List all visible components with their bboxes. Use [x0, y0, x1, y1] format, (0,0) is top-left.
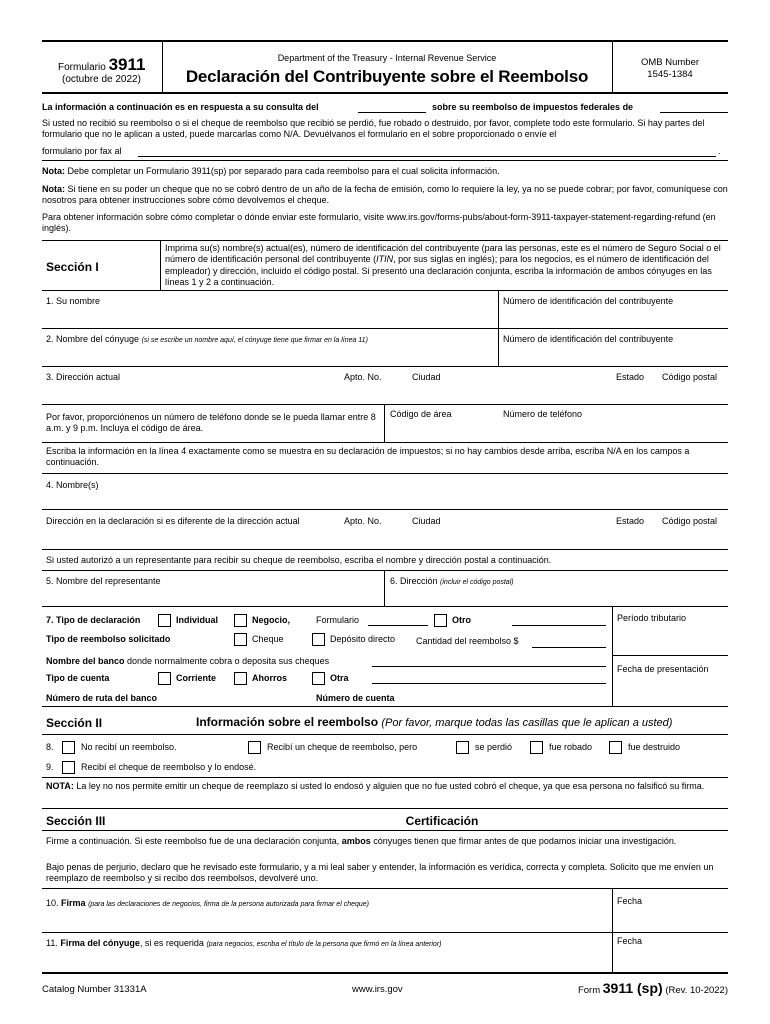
direct-deposit-checkbox[interactable] [312, 633, 325, 646]
check-checkbox[interactable] [234, 633, 247, 646]
phone-divider [384, 404, 385, 442]
destroyed-label: fue destruido [628, 742, 681, 752]
filing-date-label: Fecha de presentación [617, 664, 709, 674]
other-return-label: Otro [452, 615, 471, 625]
footer-form-number: 3911 (sp) [602, 980, 663, 996]
city-label: Ciudad [412, 372, 441, 382]
section3-top-rule [42, 808, 728, 809]
endorsed-label: Recibí el cheque de reembolso y lo endosé. [81, 762, 257, 772]
form-type-label: Formulario [316, 615, 360, 625]
footer-revision: (Rev. 10-2022) [665, 985, 728, 996]
addr-diff-label: Dirección en la declaración si es diferente de la dirección actual [46, 516, 300, 526]
not-received-label: No recibí un reembolso. [81, 742, 177, 752]
endorsed-checkbox[interactable] [62, 761, 75, 774]
zip2-label: Código postal [662, 516, 718, 526]
line2-label [46, 334, 368, 346]
not-received-checkbox[interactable] [62, 741, 75, 754]
checking-label: Corriente [176, 673, 217, 683]
fax-label: formulario por fax al [42, 146, 122, 156]
line7-label: 7. Tipo de declaración [46, 615, 141, 625]
received-check-label: Recibí un cheque de reembolso, pero [267, 742, 418, 752]
form-footer-id [578, 980, 728, 998]
other-account-label: Otra [330, 673, 349, 683]
line11-number: 11. [46, 938, 58, 948]
section2-rule [42, 734, 728, 735]
fax-number-field[interactable] [138, 156, 716, 157]
line5-rule[interactable] [42, 606, 728, 607]
area-code-label: Código de área [390, 409, 452, 419]
line11-divider [612, 932, 613, 972]
nota-1 [42, 166, 728, 177]
header-bottom-rule [42, 92, 728, 94]
section2-note-text: La ley no nos permite emitir un cheque de reemplazo si usted lo endosó y alguien que no fue usted cobró el cheque, ya que esa persona no falsificó su firma. [76, 781, 705, 791]
other-account-checkbox[interactable] [312, 672, 325, 685]
line11-rest: , si es requerida [139, 938, 204, 948]
date1-label: Fecha [617, 896, 643, 906]
nota-1-label: Nota: [42, 166, 65, 176]
section2-heading-note: (Por favor, marque todas las casillas que le aplican a usted) [381, 717, 673, 729]
refund-year-field[interactable] [660, 112, 728, 113]
refund-amount-field[interactable] [532, 647, 606, 648]
form-type-field[interactable] [368, 625, 428, 626]
period-divider [612, 606, 613, 706]
line4-instr-rule [42, 473, 728, 474]
individual-label: Individual [176, 615, 219, 625]
line4-rule[interactable] [42, 509, 728, 510]
period-rule[interactable] [612, 655, 728, 656]
savings-checkbox[interactable] [234, 672, 247, 685]
line9-rule [42, 777, 728, 778]
phone-rule[interactable] [42, 442, 728, 443]
phone-number-label: Número de teléfono [503, 409, 583, 419]
line4-instructions: Escriba la información en la línea 4 exactamente como se muestra en su declaración de impuestos; si no hay cambios desde arriba, escriba N/A en los campos a continuación. [46, 446, 690, 468]
line1-divider [498, 290, 499, 328]
other-return-checkbox[interactable] [434, 614, 447, 627]
business-label: Negocio, [252, 615, 291, 625]
section1-instr-b: , por sus siglas en inglés); para los negocios, es el número de identificación del empleador) y dirección, incluido el código postal. Si presentó una declaración conjunta, escriba la información de ambos cónyuges en las líneas 1 y 2 a continuación. [165, 254, 712, 287]
fax-period: . [718, 146, 721, 156]
nota-2-text: Si tiene en su poder un cheque que no se cobró dentro de un año de la fecha de emisión, como lo requiere la ley, ya no se puede cobrar; por favor, comuníquese con nosotros para obtener instrucciones sobre cómo devolvemos el cheque. [42, 184, 728, 206]
line2-rule[interactable] [42, 366, 728, 367]
agency: Department of the Treasury - Internal Revenue Service [277, 53, 497, 63]
check-label: Cheque [252, 634, 284, 644]
checking-checkbox[interactable] [158, 672, 171, 685]
tin1-label: Número de identificación del contribuyente [503, 296, 674, 306]
line3-rule[interactable] [42, 404, 728, 405]
savings-label: Ahorros [252, 673, 288, 683]
top-rule [42, 40, 728, 42]
section3-rule [42, 830, 728, 831]
line2-divider [498, 328, 499, 366]
perjury-rule [42, 888, 728, 889]
account-number-label: Número de cuenta [316, 693, 395, 703]
phone-request: Por favor, proporciónenos un número de teléfono donde se le pueda llamar entre 8 a.m. y 9 p.m. Incluya el código de área. [46, 412, 376, 434]
city2-label: Ciudad [412, 516, 441, 526]
form-date: (octubre de 2022) [62, 74, 141, 85]
catalog-number: Catalog Number 31331A [42, 984, 147, 995]
period-label: Período tributario [617, 613, 687, 623]
rep-instr-rule [42, 570, 728, 571]
section1-instructions [165, 243, 725, 288]
form-label: Formulario [58, 62, 106, 73]
business-checkbox[interactable] [234, 614, 247, 627]
line10-rule[interactable] [42, 932, 728, 933]
form-number-block [58, 54, 145, 75]
account-type-label: Tipo de cuenta [46, 673, 110, 683]
form-number: 3911 [108, 55, 146, 74]
nota-1-text: Debe completar un Formulario 3911(sp) por separado para cada reembolso para el cual solicita información. [67, 166, 500, 176]
perjury-statement: Bajo penas de perjurio, declaro que he revisado este formulario, y a mi leal saber y entender, la información es verídica, correcta y completa. Solicito que me envíen un reemplazo de reembolso y si recibo dos reembolsos, devolveré uno. [46, 862, 714, 884]
section1-instr-itin: ITIN [376, 254, 394, 265]
line10-number: 10. [46, 898, 59, 908]
inquiry-date-field[interactable] [358, 112, 426, 113]
stolen-label: fue robado [549, 742, 593, 752]
line4-label: 4. Nombre(s) [46, 480, 99, 490]
info-paragraph: Para obtener información sobre cómo completar o dónde enviar este formulario, visite www.irs.gov/forms-pubs/about-form-3911-taxpayer-statement-regarding-refund (en inglés). [42, 212, 716, 234]
received-check-checkbox[interactable] [248, 741, 261, 754]
inquiry-text-b: sobre su reembolso de impuestos federales de [432, 102, 634, 112]
line10-signature-label: Firma [61, 898, 86, 908]
sign-instr-c: cónyuges tienen que firmar antes de que podamos iniciar una investigación. [373, 836, 677, 846]
line6-text: 6. Dirección [390, 576, 438, 586]
destroyed-checkbox[interactable] [609, 741, 622, 754]
other-return-field[interactable] [512, 625, 606, 626]
state-label: Estado [616, 372, 645, 382]
section2-title: Sección II [46, 716, 103, 730]
lost-label: se perdió [475, 742, 513, 752]
line10-label [46, 898, 369, 910]
section2-heading [196, 715, 672, 731]
line6-note: (incluir el código postal) [440, 579, 514, 586]
section1-instr-a: Imprima su(s) nombre(s) actual(es), número de identificación del contribuyente (para las personas, este es el número de Seguro Social o el número de identificación personal del contribuyente ( [165, 243, 721, 265]
other-account-field[interactable] [372, 683, 606, 684]
line5-divider [384, 570, 385, 606]
omb-number: 1545-1384 [647, 69, 693, 80]
stolen-checkbox[interactable] [530, 741, 543, 754]
section1-title: Sección I [46, 260, 99, 274]
section3-heading: Certificación [405, 814, 479, 828]
date2-label: Fecha [617, 936, 643, 946]
addr-diff-rule[interactable] [42, 549, 728, 550]
section2-note-label: NOTA: [46, 781, 74, 791]
refund-type-label: Tipo de reembolso solicitado [46, 634, 171, 644]
line10-divider [612, 888, 613, 932]
lost-checkbox[interactable] [456, 741, 469, 754]
section2-heading-text: Información sobre el reembolso [196, 715, 379, 729]
line2-text: 2. Nombre del cónyuge [46, 334, 140, 344]
line11-note: (para negocios, escriba el título de la persona que firmó en la línea anterior) [206, 941, 442, 948]
apt-label: Apto. No. [344, 372, 382, 382]
section1-header-rule [42, 290, 728, 291]
routing-label: Número de ruta del banco [46, 693, 158, 703]
rep-instructions: Si usted autorizó a un representante para recibir su cheque de reembolso, escriba el nombre y dirección postal a continuación. [46, 555, 552, 565]
line11-signature-label: Firma del cónyuge [60, 938, 140, 948]
section2-note [46, 781, 726, 792]
direct-deposit-label: Depósito directo [330, 634, 396, 644]
bank-name-rest: donde normalmente cobra o deposita sus cheques [127, 656, 330, 666]
line11-label [46, 938, 441, 950]
refund-amount-label: Cantidad del reembolso $ [416, 636, 519, 646]
zip-label: Código postal [662, 372, 718, 382]
form-title: Declaración del Contribuyente sobre el Reembolso [185, 67, 589, 86]
sign-instr-both: ambos [341, 836, 371, 846]
line8-number: 8. [46, 742, 54, 752]
intro-paragraph: Si usted no recibió su reembolso o si el cheque de reembolso que recibió se perdió, fue robado o destruido, por favor, complete todo este formulario. Si hay partes del formulario que no le aplican a usted, puede marcarlas como N/A. Devuélvanos el formulario en el sobre proporcionado o envíe el [42, 118, 705, 140]
sign-instructions [46, 836, 726, 847]
website: www.irs.gov [352, 984, 403, 995]
line7-rule[interactable] [42, 706, 728, 707]
line1-rule[interactable] [42, 328, 728, 329]
line2-note: (si se escribe un nombre aquí, el cónyuge tiene que firmar en la línea 11) [141, 337, 368, 344]
line10-note: (para las declaraciones de negocios, firma de la persona autorizada para firmar el cheque) [88, 901, 369, 908]
section1-top-rule [42, 240, 728, 241]
line5-label: 5. Nombre del representante [46, 576, 161, 586]
line6-label [390, 576, 514, 588]
tin2-label: Número de identificación del contribuyente [503, 334, 674, 344]
bank-name-field[interactable] [372, 666, 606, 667]
line1-label: 1. Su nombre [46, 296, 101, 306]
bank-name-row [46, 656, 329, 667]
apt2-label: Apto. No. [344, 516, 382, 526]
line3-label: 3. Dirección actual [46, 372, 121, 382]
state2-label: Estado [616, 516, 645, 526]
bank-name-label: Nombre del banco [46, 656, 125, 666]
omb-label: OMB Number [640, 57, 700, 68]
intro-rule [42, 160, 728, 161]
section1-divider [160, 240, 161, 290]
section3-title: Sección III [46, 814, 106, 828]
nota-2 [42, 184, 728, 207]
nota-2-label: Nota: [42, 184, 65, 194]
footer-form-word: Form [577, 985, 601, 996]
section3-bottom-rule [42, 972, 728, 974]
sign-instr-a: Firme a continuación. Si este reembolso fue de una declaración conjunta, [46, 836, 340, 846]
individual-checkbox[interactable] [158, 614, 171, 627]
inquiry-text-a: La información a continuación es en respuesta a su consulta del [42, 102, 319, 112]
line9-number: 9. [46, 762, 54, 772]
